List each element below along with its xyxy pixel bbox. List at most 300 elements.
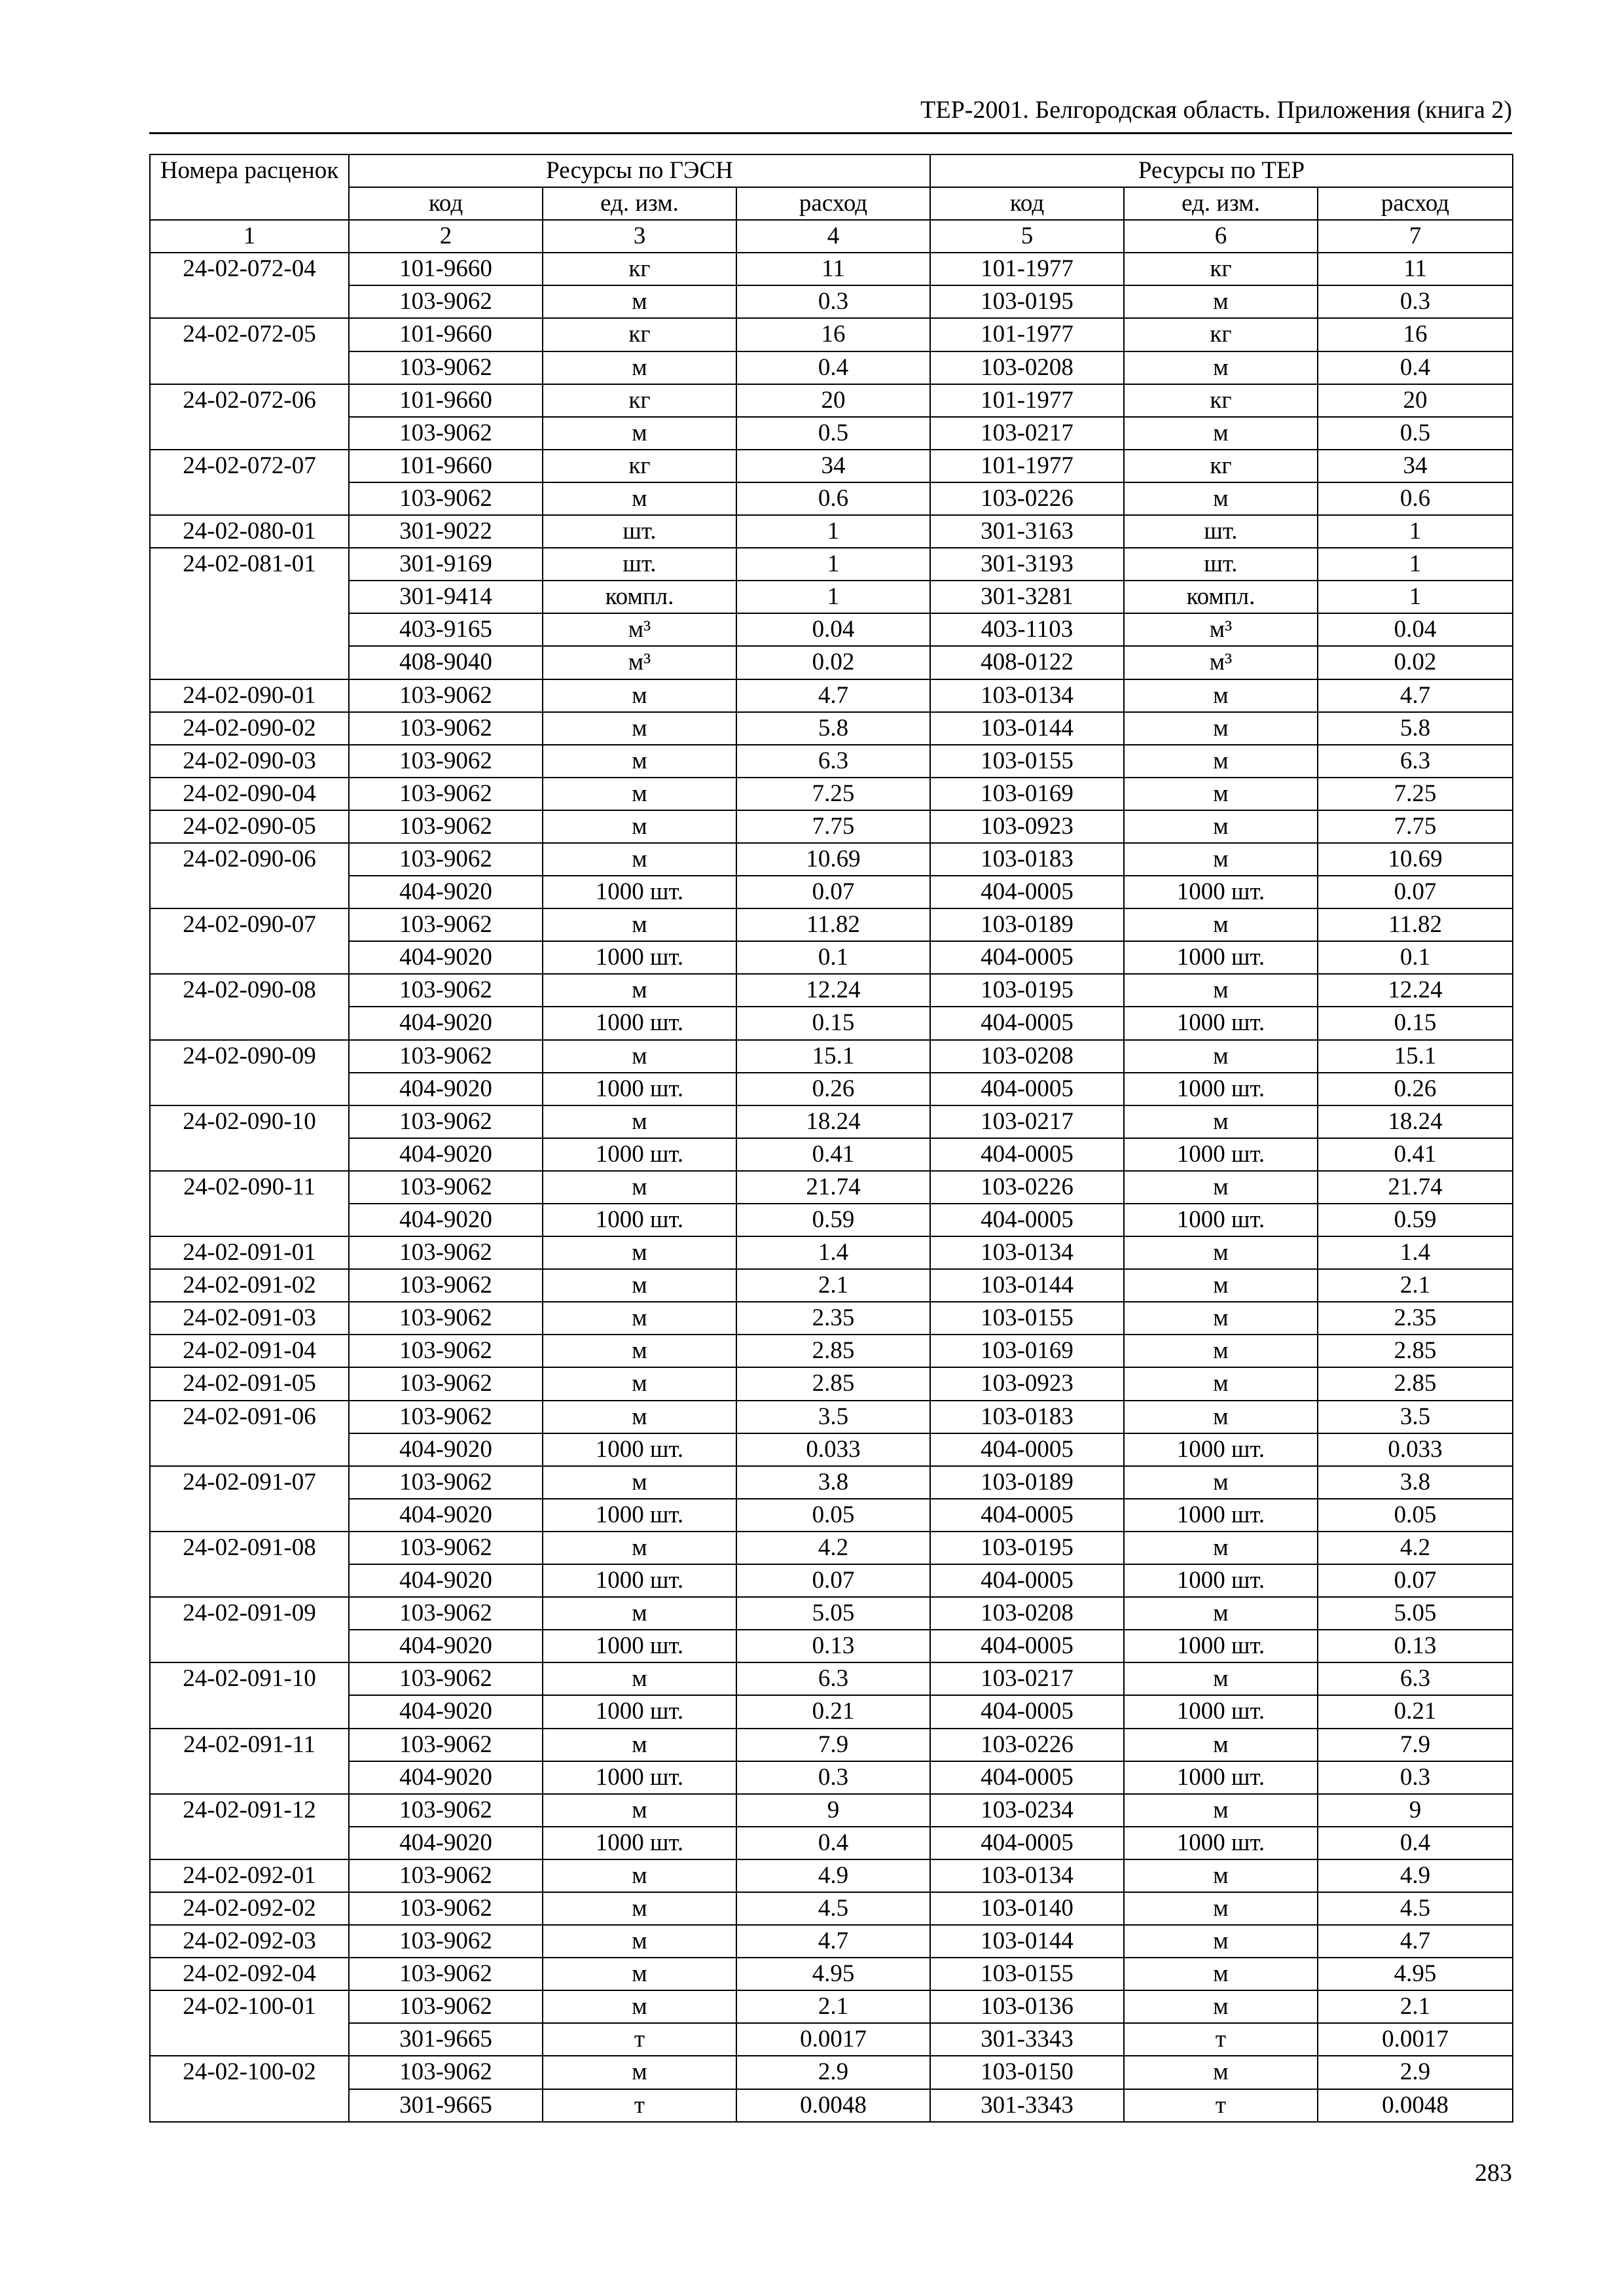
gesn-amount-cell: 15.1	[736, 1040, 930, 1073]
gesn-unit-cell: м	[543, 285, 736, 318]
rate-number-cell: 24-02-072-07	[150, 450, 349, 482]
ter-unit-cell: м	[1124, 351, 1318, 384]
ter-unit-cell: т	[1124, 2089, 1318, 2122]
gesn-amount-cell: 0.4	[736, 1827, 930, 1859]
ter-unit-cell: м	[1124, 1171, 1318, 1204]
ter-code-cell: 103-0183	[930, 843, 1124, 876]
gesn-unit-cell: 1000 шт.	[543, 941, 736, 974]
page-header	[149, 92, 1512, 134]
gesn-code-cell: 103-9062	[349, 778, 543, 810]
column-number: 7	[1318, 220, 1513, 253]
table-row	[150, 253, 1513, 285]
gesn-unit-cell: м	[543, 1466, 736, 1499]
gesn-amount-cell: 20	[736, 384, 930, 417]
ter-code-cell: 103-0136	[930, 1990, 1124, 2023]
gesn-unit-cell: т	[543, 2089, 736, 2122]
gesn-amount-cell: 0.59	[736, 1204, 930, 1236]
gesn-code-cell: 103-9062	[349, 1729, 543, 1761]
gesn-amount-cell: 7.9	[736, 1729, 930, 1761]
column-number: 1	[150, 220, 349, 253]
ter-amount-cell: 12.24	[1318, 974, 1513, 1007]
gesn-code-cell: 103-9062	[349, 351, 543, 384]
ter-unit-cell: м³	[1124, 646, 1318, 679]
gesn-code-cell: 103-9062	[349, 2056, 543, 2089]
ter-code-cell: 404-0005	[930, 1827, 1124, 1859]
gesn-code-cell: 408-9040	[349, 646, 543, 679]
table-row	[150, 1204, 1513, 1236]
gesn-amount-cell: 2.9	[736, 2056, 930, 2089]
ter-code-cell: 103-0923	[930, 810, 1124, 843]
ter-code-cell: 103-0169	[930, 1335, 1124, 1367]
ter-amount-cell: 18.24	[1318, 1105, 1513, 1138]
rate-number-cell: 24-02-092-04	[150, 1958, 349, 1990]
rate-number-continuation	[150, 1761, 349, 1794]
ter-unit-cell: 1000 шт.	[1124, 1007, 1318, 1039]
table-row	[150, 1859, 1513, 1892]
gesn-unit-cell: м	[543, 810, 736, 843]
gesn-unit-cell: м³	[543, 646, 736, 679]
gesn-code-cell: 103-9062	[349, 843, 543, 876]
ter-unit-cell: м	[1124, 1367, 1318, 1400]
table-row	[150, 1401, 1513, 1433]
gesn-amount-cell: 0.41	[736, 1138, 930, 1171]
gesn-unit-cell: м	[543, 1892, 736, 1925]
rate-number-continuation	[150, 613, 349, 646]
ter-unit-cell: м	[1124, 417, 1318, 450]
ter-unit-cell: м	[1124, 1958, 1318, 1990]
gesn-amount-cell: 0.3	[736, 1761, 930, 1794]
table-row	[150, 450, 1513, 482]
rate-number-continuation	[150, 581, 349, 613]
ter-unit-cell: м	[1124, 1401, 1318, 1433]
ter-code-cell: 101-1977	[930, 384, 1124, 417]
gesn-unit-cell: м	[543, 1990, 736, 2023]
ter-code-cell: 404-0005	[930, 876, 1124, 908]
gesn-unit-cell: м	[543, 482, 736, 515]
rate-number-cell: 24-02-091-07	[150, 1466, 349, 1499]
table-row	[150, 1073, 1513, 1105]
rate-number-cell: 24-02-091-01	[150, 1236, 349, 1269]
gesn-unit-cell: кг	[543, 318, 736, 351]
rate-number-cell: 24-02-091-11	[150, 1729, 349, 1761]
ter-code-cell: 103-0189	[930, 908, 1124, 941]
ter-amount-cell: 11	[1318, 253, 1513, 285]
ter-unit-cell: 1000 шт.	[1124, 1695, 1318, 1728]
gesn-amount-cell: 0.5	[736, 417, 930, 450]
gesn-code-cell: 103-9062	[349, 1335, 543, 1367]
gesn-code-cell: 103-9062	[349, 1367, 543, 1400]
header-ter-unit: ед. изм.	[1124, 187, 1318, 220]
gesn-code-cell: 404-9020	[349, 876, 543, 908]
ter-amount-cell: 0.0017	[1318, 2023, 1513, 2056]
gesn-amount-cell: 5.8	[736, 712, 930, 745]
ter-amount-cell: 20	[1318, 384, 1513, 417]
ter-amount-cell: 0.3	[1318, 1761, 1513, 1794]
ter-unit-cell: м	[1124, 778, 1318, 810]
gesn-code-cell: 103-9062	[349, 1892, 543, 1925]
ter-unit-cell: 1000 шт.	[1124, 941, 1318, 974]
gesn-amount-cell: 21.74	[736, 1171, 930, 1204]
rate-number-continuation	[150, 2089, 349, 2122]
gesn-unit-cell: 1000 шт.	[543, 876, 736, 908]
gesn-unit-cell: м	[543, 974, 736, 1007]
gesn-unit-cell: м	[543, 1302, 736, 1335]
gesn-unit-cell: шт.	[543, 548, 736, 581]
rate-number-cell: 24-02-090-10	[150, 1105, 349, 1138]
gesn-unit-cell: кг	[543, 450, 736, 482]
ter-code-cell: 103-0226	[930, 1729, 1124, 1761]
gesn-amount-cell: 0.13	[736, 1630, 930, 1662]
ter-amount-cell: 7.9	[1318, 1729, 1513, 1761]
rate-number-cell: 24-02-090-06	[150, 843, 349, 876]
ter-unit-cell: м	[1124, 1302, 1318, 1335]
ter-unit-cell: кг	[1124, 384, 1318, 417]
ter-unit-cell: м	[1124, 1794, 1318, 1827]
ter-unit-cell: 1000 шт.	[1124, 1204, 1318, 1236]
rate-number-continuation	[150, 351, 349, 384]
gesn-code-cell: 404-9020	[349, 941, 543, 974]
gesn-unit-cell: м	[543, 1367, 736, 1400]
ter-amount-cell: 5.8	[1318, 712, 1513, 745]
ter-unit-cell: м	[1124, 1269, 1318, 1302]
ter-amount-cell: 0.26	[1318, 1073, 1513, 1105]
gesn-code-cell: 103-9062	[349, 482, 543, 515]
ter-amount-cell: 16	[1318, 318, 1513, 351]
rate-number-cell: 24-02-080-01	[150, 515, 349, 548]
ter-code-cell: 103-0144	[930, 1925, 1124, 1958]
gesn-amount-cell: 0.05	[736, 1499, 930, 1532]
gesn-unit-cell: м	[543, 778, 736, 810]
gesn-unit-cell: м	[543, 712, 736, 745]
gesn-code-cell: 103-9062	[349, 1466, 543, 1499]
gesn-code-cell: 103-9062	[349, 1794, 543, 1827]
gesn-unit-cell: 1000 шт.	[543, 1827, 736, 1859]
ter-code-cell: 103-0155	[930, 1958, 1124, 1990]
gesn-amount-cell: 4.7	[736, 679, 930, 712]
gesn-code-cell: 103-9062	[349, 1925, 543, 1958]
table-row	[150, 1990, 1513, 2023]
gesn-amount-cell: 0.0048	[736, 2089, 930, 2122]
gesn-amount-cell: 4.9	[736, 1859, 930, 1892]
gesn-amount-cell: 4.95	[736, 1958, 930, 1990]
rate-number-cell: 24-02-081-01	[150, 548, 349, 581]
table-row	[150, 1925, 1513, 1958]
table-row	[150, 1662, 1513, 1695]
gesn-amount-cell: 0.1	[736, 941, 930, 974]
column-number: 6	[1124, 220, 1318, 253]
ter-code-cell: 404-0005	[930, 1761, 1124, 1794]
rate-number-cell: 24-02-090-08	[150, 974, 349, 1007]
table-row	[150, 1269, 1513, 1302]
gesn-amount-cell: 2.1	[736, 1990, 930, 2023]
ter-amount-cell: 5.05	[1318, 1597, 1513, 1630]
column-number: 5	[930, 220, 1124, 253]
rate-number-cell: 24-02-072-06	[150, 384, 349, 417]
table-row	[150, 2023, 1513, 2056]
gesn-code-cell: 404-9020	[349, 1433, 543, 1466]
ter-amount-cell: 15.1	[1318, 1040, 1513, 1073]
ter-code-cell: 404-0005	[930, 1138, 1124, 1171]
ter-amount-cell: 0.4	[1318, 1827, 1513, 1859]
ter-amount-cell: 3.5	[1318, 1401, 1513, 1433]
ter-amount-cell: 0.41	[1318, 1138, 1513, 1171]
gesn-amount-cell: 0.07	[736, 1564, 930, 1597]
gesn-amount-cell: 7.25	[736, 778, 930, 810]
table-row	[150, 285, 1513, 318]
gesn-unit-cell: кг	[543, 253, 736, 285]
ter-code-cell: 103-0169	[930, 778, 1124, 810]
ter-unit-cell: м	[1124, 1040, 1318, 1073]
gesn-code-cell: 103-9062	[349, 285, 543, 318]
ter-amount-cell: 2.35	[1318, 1302, 1513, 1335]
ter-unit-cell: м	[1124, 1335, 1318, 1367]
table-row	[150, 810, 1513, 843]
ter-amount-cell: 4.95	[1318, 1958, 1513, 1990]
rate-number-cell: 24-02-091-06	[150, 1401, 349, 1433]
ter-code-cell: 301-3281	[930, 581, 1124, 613]
ter-code-cell: 301-3193	[930, 548, 1124, 581]
rate-number-continuation	[150, 1433, 349, 1466]
gesn-amount-cell: 12.24	[736, 974, 930, 1007]
gesn-amount-cell: 2.1	[736, 1269, 930, 1302]
ter-unit-cell: 1000 шт.	[1124, 1630, 1318, 1662]
ter-amount-cell: 6.3	[1318, 1662, 1513, 1695]
header-gesn-amount: расход	[736, 187, 930, 220]
gesn-code-cell: 301-9022	[349, 515, 543, 548]
ter-code-cell: 404-0005	[930, 1433, 1124, 1466]
gesn-code-cell: 404-9020	[349, 1007, 543, 1039]
ter-code-cell: 103-0140	[930, 1892, 1124, 1925]
ter-amount-cell: 0.05	[1318, 1499, 1513, 1532]
gesn-code-cell: 301-9169	[349, 548, 543, 581]
ter-amount-cell: 2.1	[1318, 1990, 1513, 2023]
ter-amount-cell: 21.74	[1318, 1171, 1513, 1204]
ter-unit-cell: кг	[1124, 253, 1318, 285]
gesn-unit-cell: м	[543, 679, 736, 712]
gesn-code-cell: 404-9020	[349, 1695, 543, 1728]
ter-amount-cell: 9	[1318, 1794, 1513, 1827]
rate-number-cell: 24-02-091-10	[150, 1662, 349, 1695]
ter-code-cell: 103-0923	[930, 1367, 1124, 1400]
gesn-code-cell: 301-9665	[349, 2023, 543, 2056]
table-row	[150, 1236, 1513, 1269]
ter-unit-cell: 1000 шт.	[1124, 1433, 1318, 1466]
gesn-unit-cell: 1000 шт.	[543, 1761, 736, 1794]
rate-number-continuation	[150, 646, 349, 679]
ter-amount-cell: 2.9	[1318, 2056, 1513, 2089]
ter-code-cell: 403-1103	[930, 613, 1124, 646]
ter-code-cell: 103-0226	[930, 482, 1124, 515]
ter-amount-cell: 0.59	[1318, 1204, 1513, 1236]
ter-amount-cell: 0.07	[1318, 876, 1513, 908]
ter-code-cell: 404-0005	[930, 1073, 1124, 1105]
column-number: 4	[736, 220, 930, 253]
ter-amount-cell: 0.6	[1318, 482, 1513, 515]
gesn-code-cell: 404-9020	[349, 1073, 543, 1105]
gesn-unit-cell: м³	[543, 613, 736, 646]
ter-amount-cell: 7.25	[1318, 778, 1513, 810]
ter-code-cell: 404-0005	[930, 941, 1124, 974]
ter-code-cell: 103-0144	[930, 712, 1124, 745]
gesn-unit-cell: м	[543, 1040, 736, 1073]
table-row	[150, 548, 1513, 581]
rate-number-cell: 24-02-091-12	[150, 1794, 349, 1827]
gesn-code-cell: 404-9020	[349, 1630, 543, 1662]
table-row	[150, 1335, 1513, 1367]
ter-amount-cell: 10.69	[1318, 843, 1513, 876]
ter-code-cell: 408-0122	[930, 646, 1124, 679]
rate-number-continuation	[150, 1630, 349, 1662]
table-row	[150, 318, 1513, 351]
gesn-unit-cell: 1000 шт.	[543, 1695, 736, 1728]
ter-code-cell: 101-1977	[930, 253, 1124, 285]
table-row	[150, 1958, 1513, 1990]
table-row	[150, 941, 1513, 974]
gesn-amount-cell: 18.24	[736, 1105, 930, 1138]
ter-code-cell: 301-3343	[930, 2089, 1124, 2122]
rate-number-cell: 24-02-090-01	[150, 679, 349, 712]
gesn-code-cell: 103-9062	[349, 1269, 543, 1302]
ter-amount-cell: 0.0048	[1318, 2089, 1513, 2122]
ter-code-cell: 404-0005	[930, 1695, 1124, 1728]
gesn-amount-cell: 0.033	[736, 1433, 930, 1466]
gesn-code-cell: 101-9660	[349, 384, 543, 417]
gesn-amount-cell: 1	[736, 515, 930, 548]
table-row	[150, 1302, 1513, 1335]
ter-code-cell: 103-0155	[930, 745, 1124, 778]
gesn-code-cell: 103-9062	[349, 1662, 543, 1695]
ter-unit-cell: м	[1124, 712, 1318, 745]
rate-number-continuation	[150, 2023, 349, 2056]
ter-code-cell: 103-0217	[930, 1105, 1124, 1138]
ter-amount-cell: 4.2	[1318, 1532, 1513, 1564]
ter-amount-cell: 2.1	[1318, 1269, 1513, 1302]
table-row	[150, 1138, 1513, 1171]
gesn-unit-cell: м	[543, 745, 736, 778]
table-row	[150, 1532, 1513, 1564]
ter-amount-cell: 0.21	[1318, 1695, 1513, 1728]
ter-amount-cell: 1.4	[1318, 1236, 1513, 1269]
gesn-amount-cell: 2.85	[736, 1335, 930, 1367]
gesn-amount-cell: 11	[736, 253, 930, 285]
ter-code-cell: 404-0005	[930, 1564, 1124, 1597]
rate-number-cell: 24-02-090-03	[150, 745, 349, 778]
ter-unit-cell: м	[1124, 1990, 1318, 2023]
gesn-unit-cell: шт.	[543, 515, 736, 548]
gesn-code-cell: 403-9165	[349, 613, 543, 646]
rate-number-continuation	[150, 417, 349, 450]
rate-number-cell: 24-02-090-11	[150, 1171, 349, 1204]
rate-number-continuation	[150, 1499, 349, 1532]
gesn-amount-cell: 1.4	[736, 1236, 930, 1269]
gesn-amount-cell: 0.0017	[736, 2023, 930, 2056]
gesn-amount-cell: 1	[736, 548, 930, 581]
ter-code-cell: 103-0208	[930, 1597, 1124, 1630]
gesn-amount-cell: 0.4	[736, 351, 930, 384]
gesn-code-cell: 101-9660	[349, 450, 543, 482]
ter-code-cell: 404-0005	[930, 1630, 1124, 1662]
ter-code-cell: 103-0217	[930, 1662, 1124, 1695]
ter-code-cell: 103-0217	[930, 417, 1124, 450]
table-row	[150, 876, 1513, 908]
gesn-unit-cell: м	[543, 351, 736, 384]
column-number: 2	[349, 220, 543, 253]
gesn-code-cell: 103-9062	[349, 1401, 543, 1433]
gesn-code-cell: 301-9414	[349, 581, 543, 613]
gesn-unit-cell: м	[543, 1105, 736, 1138]
header-title: ТЕР-2001. Белгородская область. Приложения (книга 2)	[920, 96, 1512, 124]
table-row	[150, 646, 1513, 679]
gesn-code-cell: 103-9062	[349, 1597, 543, 1630]
rate-number-cell: 24-02-092-03	[150, 1925, 349, 1958]
ter-code-cell: 103-0226	[930, 1171, 1124, 1204]
gesn-unit-cell: м	[543, 908, 736, 941]
ter-unit-cell: м	[1124, 1662, 1318, 1695]
gesn-code-cell: 103-9062	[349, 1859, 543, 1892]
gesn-amount-cell: 4.7	[736, 1925, 930, 1958]
header-gesn-code: код	[349, 187, 543, 220]
ter-amount-cell: 4.7	[1318, 679, 1513, 712]
table-row	[150, 515, 1513, 548]
header-ter-amount: расход	[1318, 187, 1513, 220]
ter-unit-cell: т	[1124, 2023, 1318, 2056]
rate-number-cell: 24-02-090-07	[150, 908, 349, 941]
ter-amount-cell: 0.13	[1318, 1630, 1513, 1662]
table-row	[150, 745, 1513, 778]
gesn-code-cell: 404-9020	[349, 1827, 543, 1859]
gesn-amount-cell: 6.3	[736, 1662, 930, 1695]
header-rate-numbers: Номера расценок	[150, 154, 349, 220]
ter-amount-cell: 3.8	[1318, 1466, 1513, 1499]
ter-amount-cell: 2.85	[1318, 1335, 1513, 1367]
gesn-amount-cell: 10.69	[736, 843, 930, 876]
ter-unit-cell: м	[1124, 1236, 1318, 1269]
gesn-code-cell: 103-9062	[349, 1302, 543, 1335]
ter-unit-cell: м	[1124, 1105, 1318, 1138]
table-row	[150, 1466, 1513, 1499]
ter-amount-cell: 1	[1318, 581, 1513, 613]
ter-amount-cell: 0.5	[1318, 417, 1513, 450]
ter-unit-cell: м	[1124, 1925, 1318, 1958]
gesn-unit-cell: м	[543, 1794, 736, 1827]
ter-amount-cell: 7.75	[1318, 810, 1513, 843]
gesn-amount-cell: 11.82	[736, 908, 930, 941]
table-row	[150, 908, 1513, 941]
gesn-unit-cell: м	[543, 1236, 736, 1269]
ter-unit-cell: кг	[1124, 318, 1318, 351]
ter-amount-cell: 1	[1318, 548, 1513, 581]
ter-amount-cell: 1	[1318, 515, 1513, 548]
table-row	[150, 613, 1513, 646]
header-group-ter: Ресурсы по ТЕР	[930, 154, 1513, 187]
ter-code-cell: 101-1977	[930, 318, 1124, 351]
gesn-unit-cell: 1000 шт.	[543, 1138, 736, 1171]
gesn-unit-cell: компл.	[543, 581, 736, 613]
rate-number-cell: 24-02-090-09	[150, 1040, 349, 1073]
ter-unit-cell: м	[1124, 1729, 1318, 1761]
gesn-code-cell: 404-9020	[349, 1204, 543, 1236]
ter-unit-cell: м	[1124, 1892, 1318, 1925]
gesn-code-cell: 103-9062	[349, 1532, 543, 1564]
header-gesn-unit: ед. изм.	[543, 187, 736, 220]
table-row	[150, 2089, 1513, 2122]
ter-unit-cell: шт.	[1124, 548, 1318, 581]
rate-number-cell: 24-02-091-05	[150, 1367, 349, 1400]
gesn-unit-cell: 1000 шт.	[543, 1204, 736, 1236]
table-row	[150, 482, 1513, 515]
gesn-unit-cell: 1000 шт.	[543, 1007, 736, 1039]
rate-number-continuation	[150, 1564, 349, 1597]
